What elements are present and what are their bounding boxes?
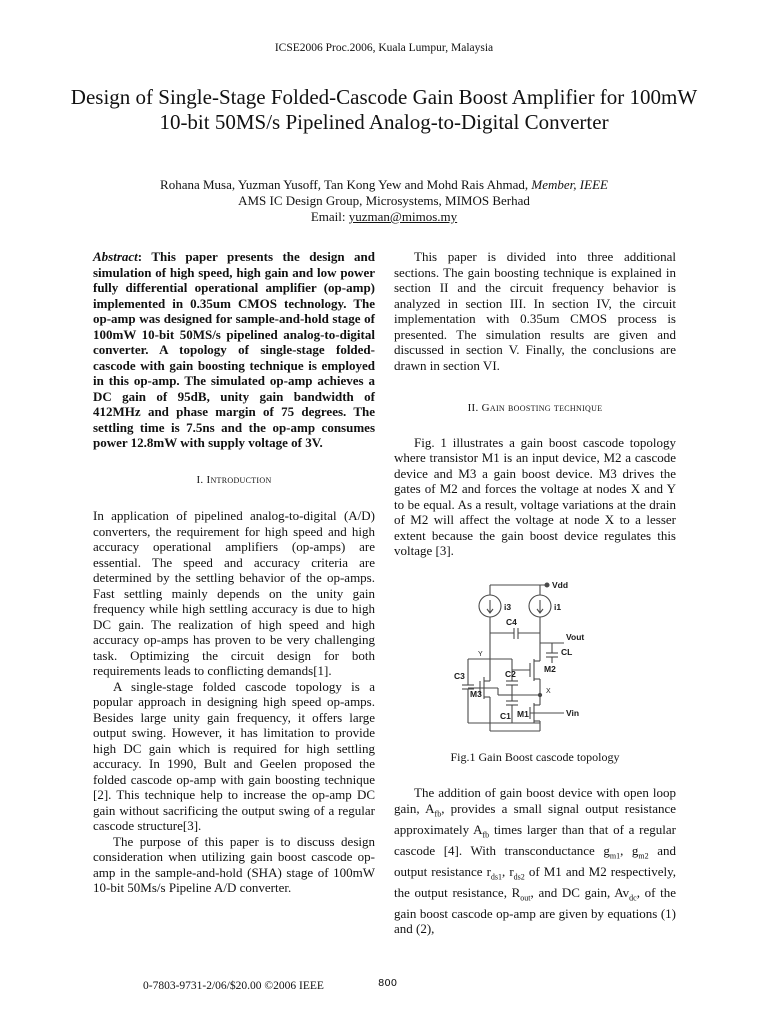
- copyright-footer: 0-7803-9731-2/06/$20.00 ©2006 IEEE: [143, 980, 324, 992]
- conference-header: ICSE2006 Proc.2006, Kuala Lumpur, Malaysia: [274, 42, 494, 54]
- author-membership: Member, IEEE: [531, 177, 608, 192]
- abstract: [93, 249, 375, 451]
- intro-paragraph-1: In application of pipelined analog-to-digital (A/D) converters, the requirement for high speed and high accuracy operational amplifiers (op-amps) are essential. The speed and accuracy criteria are determined by the settling behavior of the op-amps. Fast settling mainly depends on the unity gain frequency while high settling accuracy is due to high DC gain. The realization of high speed and high accuracy op-amps has proven to be very challenging task. Optimizing the circuit design for both requirements leads to conflicting demands[1].: [93, 508, 375, 678]
- section-heading-introduction: I. Introduction: [196, 473, 272, 486]
- label-c4: C4: [506, 616, 517, 627]
- gain-boost-schematic: [394, 573, 676, 748]
- label-c2: C2: [505, 668, 516, 679]
- gain-boost-paragraph-2: [394, 785, 676, 937]
- label-m3: M3: [470, 688, 482, 699]
- label-cl: CL: [561, 646, 573, 657]
- figure-1-caption: Fig.1 Gain Boost cascode topology: [450, 749, 620, 764]
- label-vdd: Vdd: [552, 579, 569, 590]
- author-names: Rohana Musa, Yuzman Yusoff, Tan Kong Yew and Mohd Rais Ahmad,: [160, 177, 532, 192]
- left-column: [93, 249, 375, 896]
- right-column: [394, 249, 676, 937]
- text-run: , and DC gain, Av: [530, 884, 630, 900]
- author-block: [60, 177, 708, 225]
- subscript: dc: [629, 893, 637, 903]
- label-c1: C1: [500, 710, 511, 721]
- label-i1: i1: [554, 601, 562, 612]
- subscript: out: [520, 893, 531, 903]
- figure-1: [394, 573, 676, 748]
- intro-paragraph-2: A single-stage folded cascode topology is a popular approach in designing high speed op-amps. Besides large unity gain frequency, it offers large output swing. However, it has limitation to provide high DC gain which is required for high settling accuracy. In 1990, Bult and Geelen proposed the folded cascode op-amp with gain boosting technique [2]. This technique help to increase the op-amp DC gain without sacrificing the output swing of a regular cascode structure[3].: [93, 678, 375, 833]
- subscript: m2: [638, 851, 649, 861]
- author-names-line: [60, 177, 708, 193]
- label-m1: M1: [517, 708, 529, 719]
- label-node-x: X: [546, 687, 551, 695]
- author-affiliation: AMS IC Design Group, Microsystems, MIMOS Berhad: [238, 193, 530, 208]
- subscript: ds1: [490, 872, 503, 882]
- intro-paragraph-4: This paper is divided into three additional sections. The gain boosting technique is explained in section II and the circuit frequency behavior is analyzed in section III. In section IV, the circuit implementation with 0.35um CMOS process is presented. The simulation results are given and discussed in section V. Finally, the conclusions are drawn in section VI.: [394, 249, 676, 373]
- email-label: Email:: [310, 209, 349, 224]
- text-run: times larger than that of a regular cascode [4]. With transconductance g: [394, 821, 676, 858]
- text-run: of M1 and M2 respectively, the output resistance, R: [394, 863, 676, 900]
- text-run: The addition of gain boost device with open loop gain, A: [394, 785, 676, 816]
- label-i3: i3: [504, 601, 512, 612]
- subscript: m1: [609, 851, 621, 861]
- label-m2: M2: [544, 663, 556, 674]
- author-email-line: [60, 209, 708, 225]
- abstract-text: : This paper presents the design and simulation of high speed, high gain and low power fully differential operational amplifier (op-amp) implemented in 0.35um CMOS technology. The op-amp was designed for sample-and-hold stage of 100mW 10-bit 50MS/s pipelined analog-to-digital converter. A topology of single-stage folded-cascode with gain boosting technique is employed in this op-amp. The simulated op-amp achieves a DC gain of 95dB, unity gain bandwidth of 412MHz and phase margin of 75 degrees. The settling time is 7.5ns and the op-amp consumes power 12.8mW with supply voltage of 3V.: [93, 249, 375, 450]
- text-run: , g: [620, 842, 639, 858]
- page-number: 800: [378, 978, 398, 989]
- label-node-y: Y: [478, 650, 483, 658]
- text-run: , provides a small signal output resistance approximately A: [394, 800, 676, 837]
- subscript: fb: [482, 830, 490, 840]
- abstract-label: Abstract: [93, 249, 138, 264]
- email-link[interactable]: yuzman@mimos.my: [348, 209, 458, 224]
- gain-boost-paragraph-1: Fig. 1 illustrates a gain boost cascode topology where transistor M1 is an input device, M2 a cascode device and M3 a gain boost device. M3 drives the gates of M2 and forces the voltage at nodes X and Y to be equal. As a result, voltage variations at the drain of M2 will affect the voltage at node X to a lesser extent because the gain boost device regulates this voltage [3].: [394, 434, 676, 558]
- paper-title: Design of Single-Stage Folded-Cascode Gain Boost Amplifier for 100mW 10-bit 50MS/s Pipelined Analog-to-Digital Converter: [70, 85, 698, 134]
- label-vin: Vin: [566, 707, 580, 718]
- subscript: fb: [434, 809, 442, 819]
- label-c3: C3: [454, 670, 465, 681]
- text-run: , of the gain boost cascode op-amp are given by equations (1) and (2),: [394, 884, 677, 937]
- text-run: and output resistance r: [394, 842, 676, 879]
- section-heading-gain-boosting: II. Gain boosting technique: [467, 402, 603, 414]
- intro-paragraph-3: The purpose of this paper is to discuss design consideration when utilizing gain boost cascode op-amp in the sample-and-hold (SHA) stage of 100mW 10-bit 50Ms/s Pipeline A/D converter.: [93, 833, 375, 895]
- subscript: ds2: [513, 872, 525, 882]
- text-run: , r: [502, 863, 514, 879]
- label-vout: Vout: [566, 631, 585, 642]
